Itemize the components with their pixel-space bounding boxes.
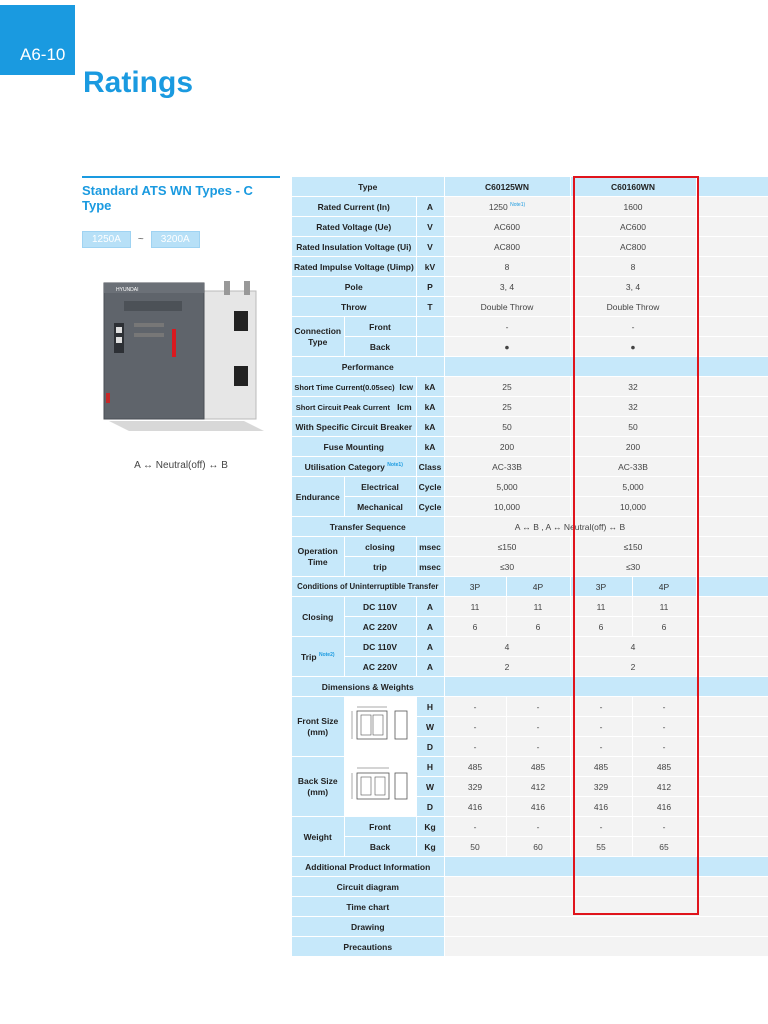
range-separator: ~ [137, 234, 144, 245]
table-row: Short Time Current(0.05sec) Icw kA 25 32 [292, 377, 768, 397]
drawing-link[interactable]: Drawing [292, 917, 444, 937]
precautions-link[interactable]: Precautions [292, 937, 444, 957]
model-highlight-box [573, 176, 699, 915]
table-row: With Specific Circuit Breaker kA 50 50 [292, 417, 768, 437]
table-row [292, 937, 768, 957]
circuit-diagram-link[interactable]: Circuit diagram [292, 877, 444, 897]
section-row: Performance [292, 357, 768, 377]
table-row: Short Circuit Peak Current Icm kA 25 32 [292, 397, 768, 417]
device-brand-label: HYUNDAI [116, 287, 139, 293]
table-row: Rated Current (In) A 1250 $^{Note1)}$ 1600 [292, 197, 768, 217]
table-row: W 329 412 329 412 [292, 777, 768, 797]
table-row: Throw T Double Throw Double Throw [292, 297, 768, 317]
table-row: D 416 416 416 416 [292, 797, 768, 817]
table-row: Back ● ● [292, 337, 768, 357]
transfer-switch-illustration [94, 271, 266, 446]
table-row: Weight Front Kg - - - - [292, 817, 768, 837]
front-dimension-drawing [344, 697, 416, 757]
table-row: Closing DC 110V A 11 11 11 11 [292, 597, 768, 617]
model1-header: C60125WN [444, 177, 570, 197]
page-number-tab [0, 5, 75, 75]
table-row: Back Size (mm) H 485 485 485 485 [292, 757, 768, 777]
table-row: Rated Impulse Voltage (Uimp) kV 8 8 [292, 257, 768, 277]
table-row: Front Size (mm) H - - - - [292, 697, 768, 717]
product-image [94, 271, 266, 446]
table-row: AC 220V A 2 2 [292, 657, 768, 677]
table-row: D - - - - [292, 737, 768, 757]
product-panel [82, 176, 280, 471]
table-row: trip msec ≤30 ≤30 [292, 557, 768, 577]
table-row: Fuse Mounting kA 200 200 [292, 437, 768, 457]
table-row: Rated Insulation Voltage (Ui) V AC800 AC800 [292, 237, 768, 257]
transfer-caption: A ↔ Neutral(off) ↔ B [134, 460, 228, 471]
table-row: Rated Voltage (Ue) V AC600 AC600 [292, 217, 768, 237]
table-row: Trip $^{Note2)}$ DC 110V A 4 4 [292, 637, 768, 657]
type-header: Type [292, 177, 444, 197]
model2-header: C60160WN [570, 177, 696, 197]
back-dimension-drawing [344, 757, 416, 817]
table-row: Operation Time closing msec ≤150 ≤150 [292, 537, 768, 557]
dimension-diagram-icon [347, 761, 413, 811]
section-row: Conditions of Uninterruptible Transfer 3P 4P 3P 4P [292, 577, 768, 597]
page-title: Ratings [83, 66, 194, 99]
table-row: Pole P 3, 4 3, 4 [292, 277, 768, 297]
table-row: AC 220V A 6 6 6 6 [292, 617, 768, 637]
range-max-badge: 3200A [151, 231, 200, 248]
page-number: A6-10 [20, 45, 66, 64]
range-min-badge: 1250A [82, 231, 131, 248]
section-row: Transfer Sequence A ↔ B , A ↔ Neutral(off) ↔ B [292, 517, 768, 537]
section-row: Additional Product Information [292, 857, 768, 877]
table-row [292, 917, 768, 937]
table-row: Utilisation Category $^{Note1)}$ Class AC-33B AC-33B [292, 457, 768, 477]
dimension-diagram-icon [347, 701, 413, 751]
table-row: W - - - - [292, 717, 768, 737]
table-row: Mechanical Cycle 10,000 10,000 [292, 497, 768, 517]
current-range [82, 231, 280, 248]
table-row: Endurance Electrical Cycle 5,000 5,000 [292, 477, 768, 497]
section-row: Dimensions & Weights [292, 677, 768, 697]
table-row: Connection Type Front - - [292, 317, 768, 337]
product-subtitle: Standard ATS WN Types - C Type [82, 176, 280, 218]
time-chart-link[interactable]: Time chart [292, 897, 444, 917]
table-row: Back Kg 50 60 55 65 [292, 837, 768, 857]
